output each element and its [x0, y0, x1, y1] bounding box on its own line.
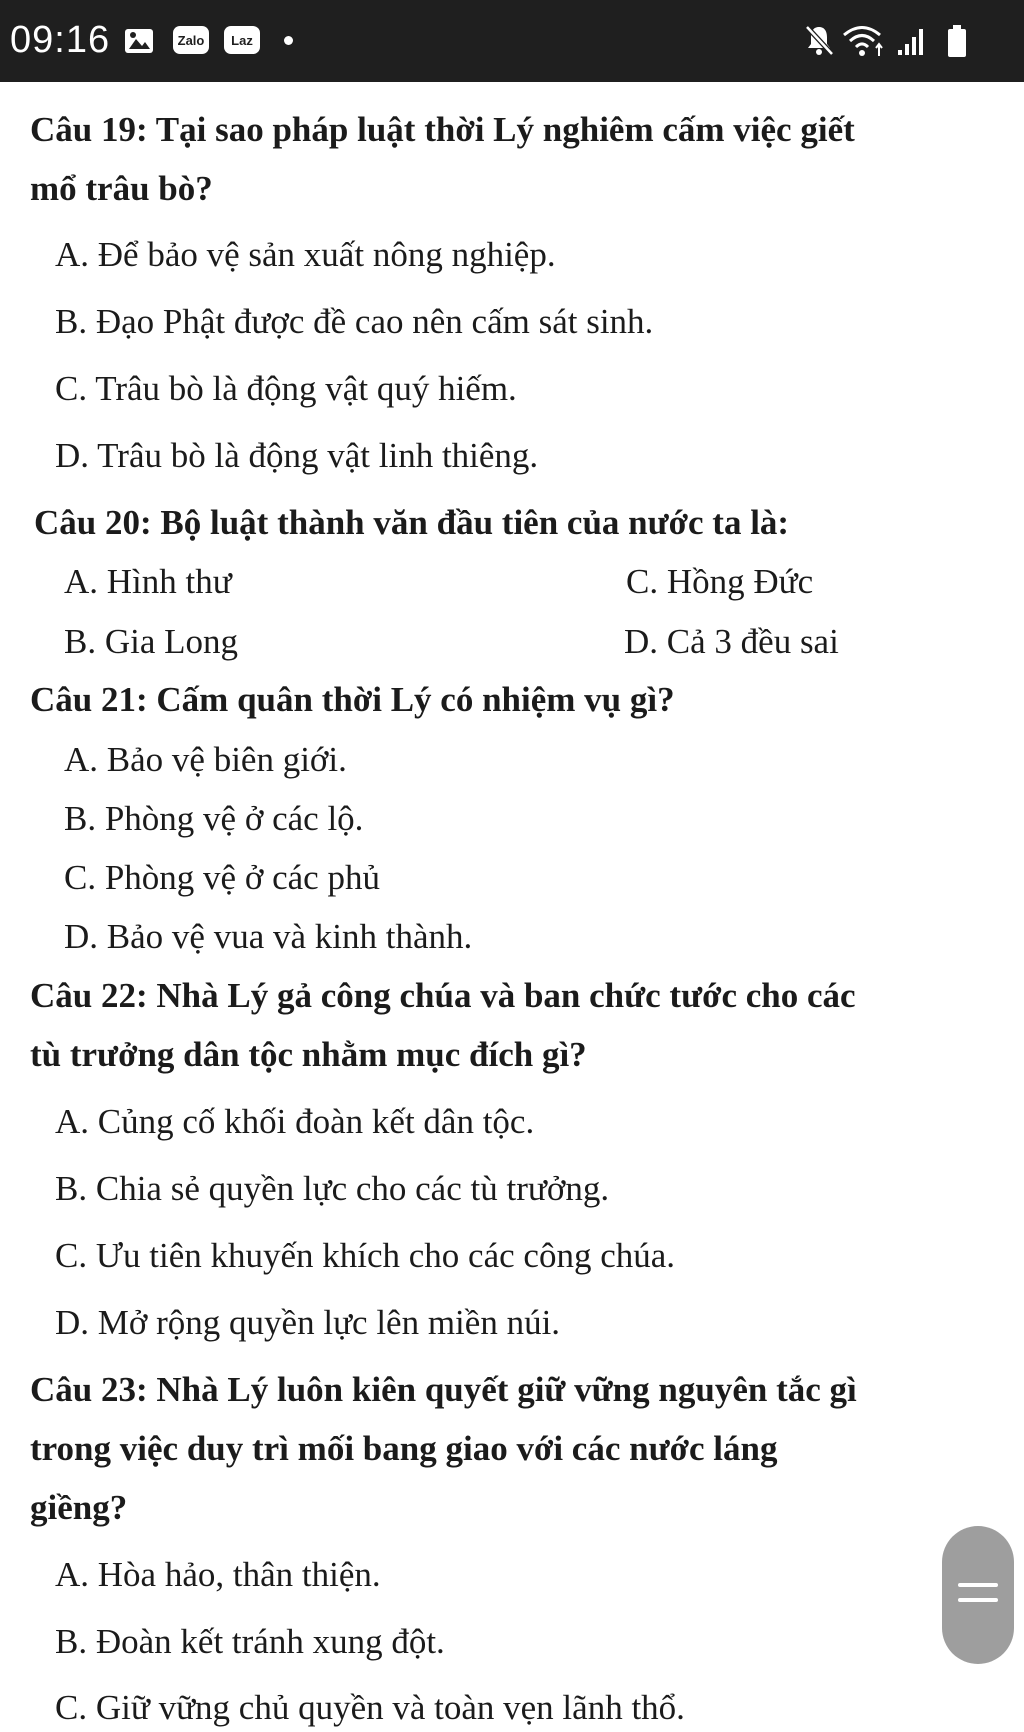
battery-icon [946, 24, 968, 58]
answer-option: C. Hồng Đức [626, 562, 814, 601]
mute-icon [804, 24, 834, 56]
answer-option: B. Gia Long [64, 622, 239, 661]
signal-icon [896, 26, 928, 56]
question-title: giềng? [30, 1488, 128, 1527]
zalo-app-icon: Zalo [173, 26, 209, 54]
answer-option: C. Ưu tiên khuyến khích cho các công chúa. [55, 1236, 676, 1275]
answer-option: D. Trâu bò là động vật linh thiêng. [55, 436, 539, 475]
answer-option: B. Đạo Phật được đề cao nên cấm sát sinh. [55, 302, 654, 341]
answer-option: B. Đoàn kết tránh xung đột. [55, 1622, 445, 1661]
laz-app-icon: Laz [224, 26, 260, 54]
status-bar [0, 0, 1024, 82]
grip-line-icon [958, 1583, 998, 1587]
answer-option: A. Bảo vệ biên giới. [64, 740, 347, 779]
answer-option: B. Chia sẻ quyền lực cho các tù trưởng. [55, 1169, 610, 1208]
question-title: Câu 21: Cấm quân thời Lý có nhiệm vụ gì? [30, 680, 675, 719]
answer-option: A. Hình thư [64, 562, 232, 601]
answer-option: B. Phòng vệ ở các lộ. [64, 799, 364, 838]
question-title: tù trưởng dân tộc nhằm mục đích gì? [30, 1035, 587, 1074]
grip-line-icon [958, 1598, 998, 1602]
notification-dot [284, 36, 293, 45]
question-title: Câu 23: Nhà Lý luôn kiên quyết giữ vững nguyên tắc gì [30, 1370, 857, 1409]
question-title: mổ trâu bò? [30, 169, 213, 208]
answer-option: D. Cả 3 đều sai [624, 622, 839, 661]
answer-option: A. Để bảo vệ sản xuất nông nghiệp. [55, 235, 556, 274]
question-title: trong việc duy trì mối bang giao với các nước láng [30, 1429, 778, 1468]
answer-option: D. Mở rộng quyền lực lên miền núi. [55, 1303, 561, 1342]
answer-option: A. Củng cố khối đoàn kết dân tộc. [55, 1102, 535, 1141]
status-time: 09:16 [10, 19, 111, 61]
document-page [0, 82, 1024, 1732]
gallery-icon [124, 28, 154, 54]
answer-option: C. Phòng vệ ở các phủ [64, 858, 380, 897]
question-title: Câu 22: Nhà Lý gả công chúa và ban chức tước cho các [30, 976, 856, 1015]
answer-option: C. Giữ vững chủ quyền và toàn vẹn lãnh thổ. [55, 1688, 685, 1727]
question-title: Câu 19: Tại sao pháp luật thời Lý nghiêm cấm việc giết [30, 110, 855, 149]
scroll-handle[interactable] [942, 1526, 1014, 1664]
answer-option: D. Bảo vệ vua và kinh thành. [64, 917, 473, 956]
wifi-icon [842, 24, 886, 58]
answer-option: C. Trâu bò là động vật quý hiếm. [55, 369, 517, 408]
answer-option: A. Hòa hảo, thân thiện. [55, 1555, 381, 1594]
question-title: Câu 20: Bộ luật thành văn đầu tiên của nước ta là: [34, 503, 790, 542]
